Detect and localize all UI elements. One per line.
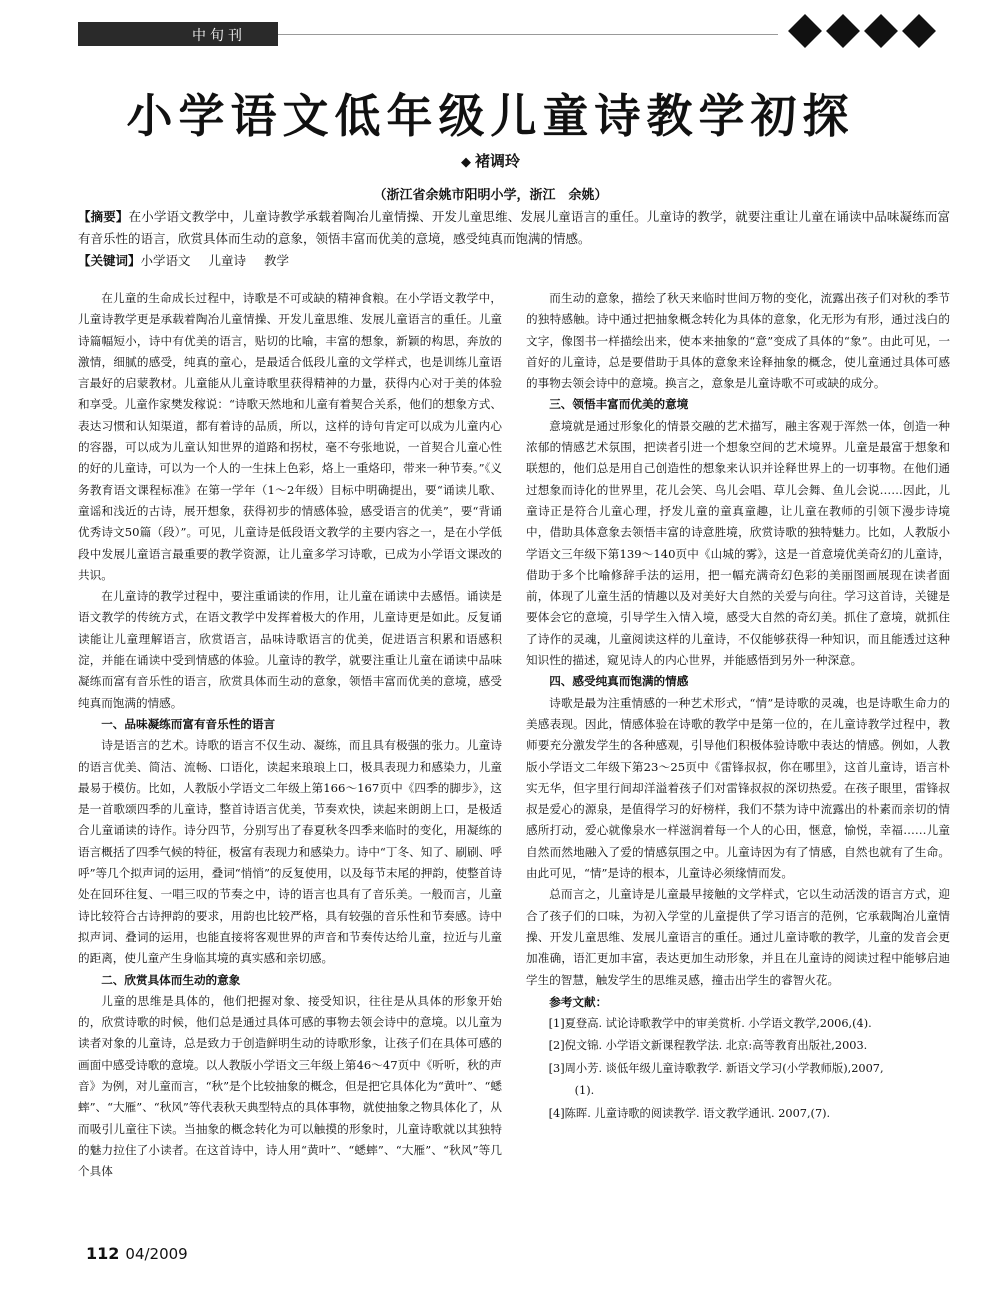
body-column-left	[78, 288, 502, 1182]
section-heading: 一、品味凝练而富有音乐性的语言	[101, 716, 276, 731]
paragraph: 诗歌是最为注重情感的一种艺术形式，“情”是诗歌的灵魂，也是诗歌生命力的美感表现。因此，情感体验在诗歌的教学中是第一位的，在儿童诗教学过程中，教师要充分激发学生的各种感观，引导他们积极体验诗歌中表达的情感。例如，人教版小学语文二年级下第23～25页中《雷锋叔叔，你在哪里》，这首儿童诗，语言朴实无华，但字里行间却洋溢着孩子们对雷锋叔叔的深切热爱。在孩子眼里，雷锋叔叔是爱心的源泉，是值得学习的好榜样，我们不禁为诗中流露出的朴素而亲切的情感所打动，爱心就像泉水一样滋润着每一个人的心田，惬意，愉悦，幸福……儿童自然而然地融入了爱的情感氛围之中。儿童诗因为有了情感，自然也就有了生命。由此可见，“情”是诗的根本，儿童诗必须缘情而发。	[526, 695, 950, 881]
keyword: 教学	[264, 253, 290, 268]
body-column-right	[526, 288, 950, 1125]
paragraph: 总而言之，儿童诗是儿童最早接触的文学样式，它以生动活泼的语言方式，迎合了孩子们的口味，为初入学堂的儿童提供了学习语言的范例，它承载陶冶儿童情操、开发儿童思维、发展儿童语言的重任。通过儿童诗歌的教学，儿童的发音会更加准确，语汇更加丰富，表达更加生动形象，并且在儿童诗的阅读过程中能够启迪学生的智慧，触发学生的思维灵感，撞击出学生的睿智火花。	[526, 887, 950, 987]
section-heading: 三、领悟丰富而优美的意境	[549, 397, 689, 412]
keywords	[78, 250, 950, 272]
diamond-bullet-icon: ◆	[460, 155, 471, 170]
paragraph: 诗是语言的艺术。诗歌的语言不仅生动、凝练，而且具有极强的张力。儿童诗的语言优美、简洁、流畅、口语化，读起来琅琅上口，极具表现力和感染力，儿童最易于模仿。比如，人教版小学语文二年级上第166～167页中《四季的脚步》，这是一首歌颂四季的儿童诗，整首诗语言优美，节奏欢快，读起来朗朗上口，是极适合儿童诵读的诗作。诗分四节，分别写出了春夏秋冬四季来临时的变化，用凝练的语言概括了四季气候的特征，极富有表现力和感染力。诗中“丁冬、知了、刷刷、呼呼”等几个拟声词的运用，叠词“悄悄”的反复使用，以及每节末尾的押韵，使整首诗处在回环往复、一唱三叹的节奏之中，诗的语言也具有了音乐美。一般而言，儿童诗比较符合古诗押韵的要求，用韵也比较严格，具有较强的音乐性和节奏感。诗中拟声词、叠词的运用，也能直接将客观世界的声音和节奏传达给儿童，拉近与儿童的距离，使儿童产生身临其境的真实感和亲切感。	[78, 738, 502, 966]
article-title: 小学语文低年级儿童诗教学初探	[126, 89, 855, 143]
paragraph: 在儿童的生命成长过程中，诗歌是不可或缺的精神食粮。在小学语文教学中，儿童诗教学更是承载着陶冶儿童情操、开发儿童思维、发展儿童语言的重任。儿童诗篇幅短小，诗中有优美的语言，贴切的比喻，丰富的想象，新颖的构思，奔放的激情，细腻的感受，纯真的童心，是最适合低段儿童的文学样式，也是训练儿童语言最好的启蒙教材。儿童能从儿童诗歌里获得精神的力量，获得内心对于美的体验和享受。儿童作家樊发稼说：“诗歌天然地和儿童有着契合关系，他们的想象方式、表达习惯和认知渠道，都有着诗的品质，所以，这样的诗句肯定可以成为儿童内心的容器，可以成为儿童认知世界的道路和拐杖，毫不夸张地说，一首契合儿童心性的好的儿童诗，可以为一个人的一生抹上色彩，烙上一重烙印，带来一种节奏。”《义务教育语文课程标准》在第一学年（1～2年级）目标中明确提出，要“诵读儿歌、童谣和浅近的古诗，展开想象，获得初步的情感体验，感受语言的优美”，要“背诵优秀诗文50篇（段）”。可见，儿童诗是低段语文教学的主要内容之一，是在小学低段中发展儿童语言最重要的教学资源，让儿童多学习诗歌，已成为小学语文课改的共识。	[78, 291, 502, 582]
paragraph: 儿童的思维是具体的，他们把握对象、接受知识，往往是从具体的形象开始的，欣赏诗歌的时候，他们总是通过具体可感的事物去领会诗中的意境。以儿童为读者对象的儿童诗，总是致力于创造鲜明生动的诗歌形象，让孩子们在具体可感的画面中感受诗歌的意境。以人教版小学语文三年级上第46～47页中《听听，秋的声音》为例，对儿童而言，“秋”是个比较抽象的概念，但是把它具体化为“黄叶”、“蟋蟀”、“大雁”、“秋风”等代表秋天典型特点的具体事物，就使抽象之物具体化了，从而吸引儿童往下读。当抽象的概念转化为可以触摸的形象时，儿童诗歌就以其独特的魅力拉住了小读者。在这首诗中，诗人用“黄叶”、“蟋蟀”、“大雁”、“秋风”等几个具体	[78, 993, 502, 1179]
paragraph: 意境就是通过形象化的情景交融的艺术描写，融主客观于浑然一体，创造一种浓郁的情感艺术氛围，把读者引进一个想象空间的艺术境界。儿童是最富于想象和联想的，他们总是用自己创造性的想象来认识并诠释世界上的一切事物。在他们通过想象而诗化的世界里，花儿会笑、鸟儿会唱、草儿会舞、鱼儿会说……因此，儿童诗正是符合儿童心理，抒发儿童的童真童趣，让儿童在教师的引领下漫步诗境中，借助具体意象去领悟丰富的诗意胜境，欣赏诗歌的独特魅力。比如，人教版小学语文三年级下第139～140页中《山城的雾》，这是一首意境优美奇幻的儿童诗，借助于多个比喻修辞手法的运用，把一幅充满奇幻色彩的美丽图画展现在读者面前，体现了儿童生活的情趣以及对美好大自然的关爱与向往。学习这首诗，关键是要体会它的意境，引导学生入情入境，感受大自然的奇幻美。抓住了意境，就抓住了诗作的灵魂，儿童阅读这样的儿童诗，不仅能够获得一种知识，而且能透过这种知识性的描述，窥见诗人的内心世界，并能感悟到另外一种深意。	[526, 418, 950, 668]
diamond-icon	[902, 14, 936, 48]
page-number: 112	[86, 1244, 120, 1263]
paragraph: 而生动的意象，描绘了秋天来临时世间万物的变化，流露出孩子们对秋的季节的独特感触。诗中通过把抽象概念转化为具体的意象，化无形为有形，通过浅白的文字，像图书一样描绘出来，使本来抽象的“意”变成了具体的“象”。由此可见，一首好的儿童诗，总是要借助于具体的意象来诠释抽象的概念，使儿童通过具体可感的事物去领会诗中的意境。换言之，意象是儿童诗歌不可或缺的成分。	[526, 291, 950, 391]
reference-item: [2]倪文锦. 小学语文新课程教学法. 北京:高等教育出版社,2003.	[548, 1039, 868, 1053]
author-affiliation: （浙江省余姚市阳明小学，浙江 余姚）	[373, 188, 608, 203]
keyword: 小学语文	[140, 253, 191, 268]
keywords-tag: 【关键词】	[78, 253, 141, 268]
diamond-icon	[826, 14, 860, 48]
header-diamond-ornaments	[788, 14, 936, 58]
abstract-text: 在小学语文教学中，儿童诗教学承载着陶冶儿童情操、开发儿童思维、发展儿童语言的重任。儿童诗的教学，就要注重让儿童在诵读中品味凝练而富有音乐性的语言，欣赏具体而生动的意象，领悟丰富而优美的意境，感受纯真而饱满的情感。	[78, 209, 950, 246]
reference-item: [4]陈晖. 儿童诗歌的阅读教学. 语文教学通讯. 2007,(7).	[548, 1106, 831, 1120]
reference-item: [3]周小芳. 谈低年级儿童诗歌教学. 新语文学习(小学教师版),2007,	[548, 1061, 884, 1075]
references-title: 参考文献：	[549, 994, 608, 1009]
journal-header-bar	[78, 22, 278, 46]
issue-number: 04/2009	[125, 1245, 188, 1263]
paragraph: 在儿童诗的教学过程中，要注重诵读的作用，让儿童在诵读中去感悟。诵读是语文教学的传统方式，在语文教学中发挥着极大的作用，儿童诗更是如此。反复诵读能让儿童理解语言，欣赏语言，品味诗歌语言的优美，促进语言积累和语感积淀，并能在诵读中受到情感的体验。儿童诗的教学，就要注重让儿童在诵读中品味凝练而富有音乐性的语言，欣赏具体而生动的意象，领悟丰富而优美的意境，感受纯真而饱满的情感。	[78, 589, 502, 710]
author-line	[0, 150, 981, 171]
keyword: 儿童诗	[208, 253, 247, 268]
section-heading: 二、欣赏具体而生动的意象	[101, 972, 241, 987]
author-name: 褚调玲	[474, 152, 520, 170]
abstract-tag: 【摘要】	[78, 209, 129, 224]
section-heading: 四、感受纯真而饱满的情感	[549, 674, 689, 689]
reference-item: [1]夏登高. 试论诗歌教学中的审美赏析. 小学语文教学,2006,(4).	[548, 1016, 872, 1030]
page-footer	[86, 1244, 188, 1263]
abstract	[78, 206, 950, 250]
reference-item-continuation: (1).	[574, 1084, 595, 1098]
diamond-icon	[788, 14, 822, 48]
journal-section-label: 中旬刊	[192, 28, 246, 44]
diamond-icon	[864, 14, 898, 48]
header-rule	[278, 34, 778, 35]
